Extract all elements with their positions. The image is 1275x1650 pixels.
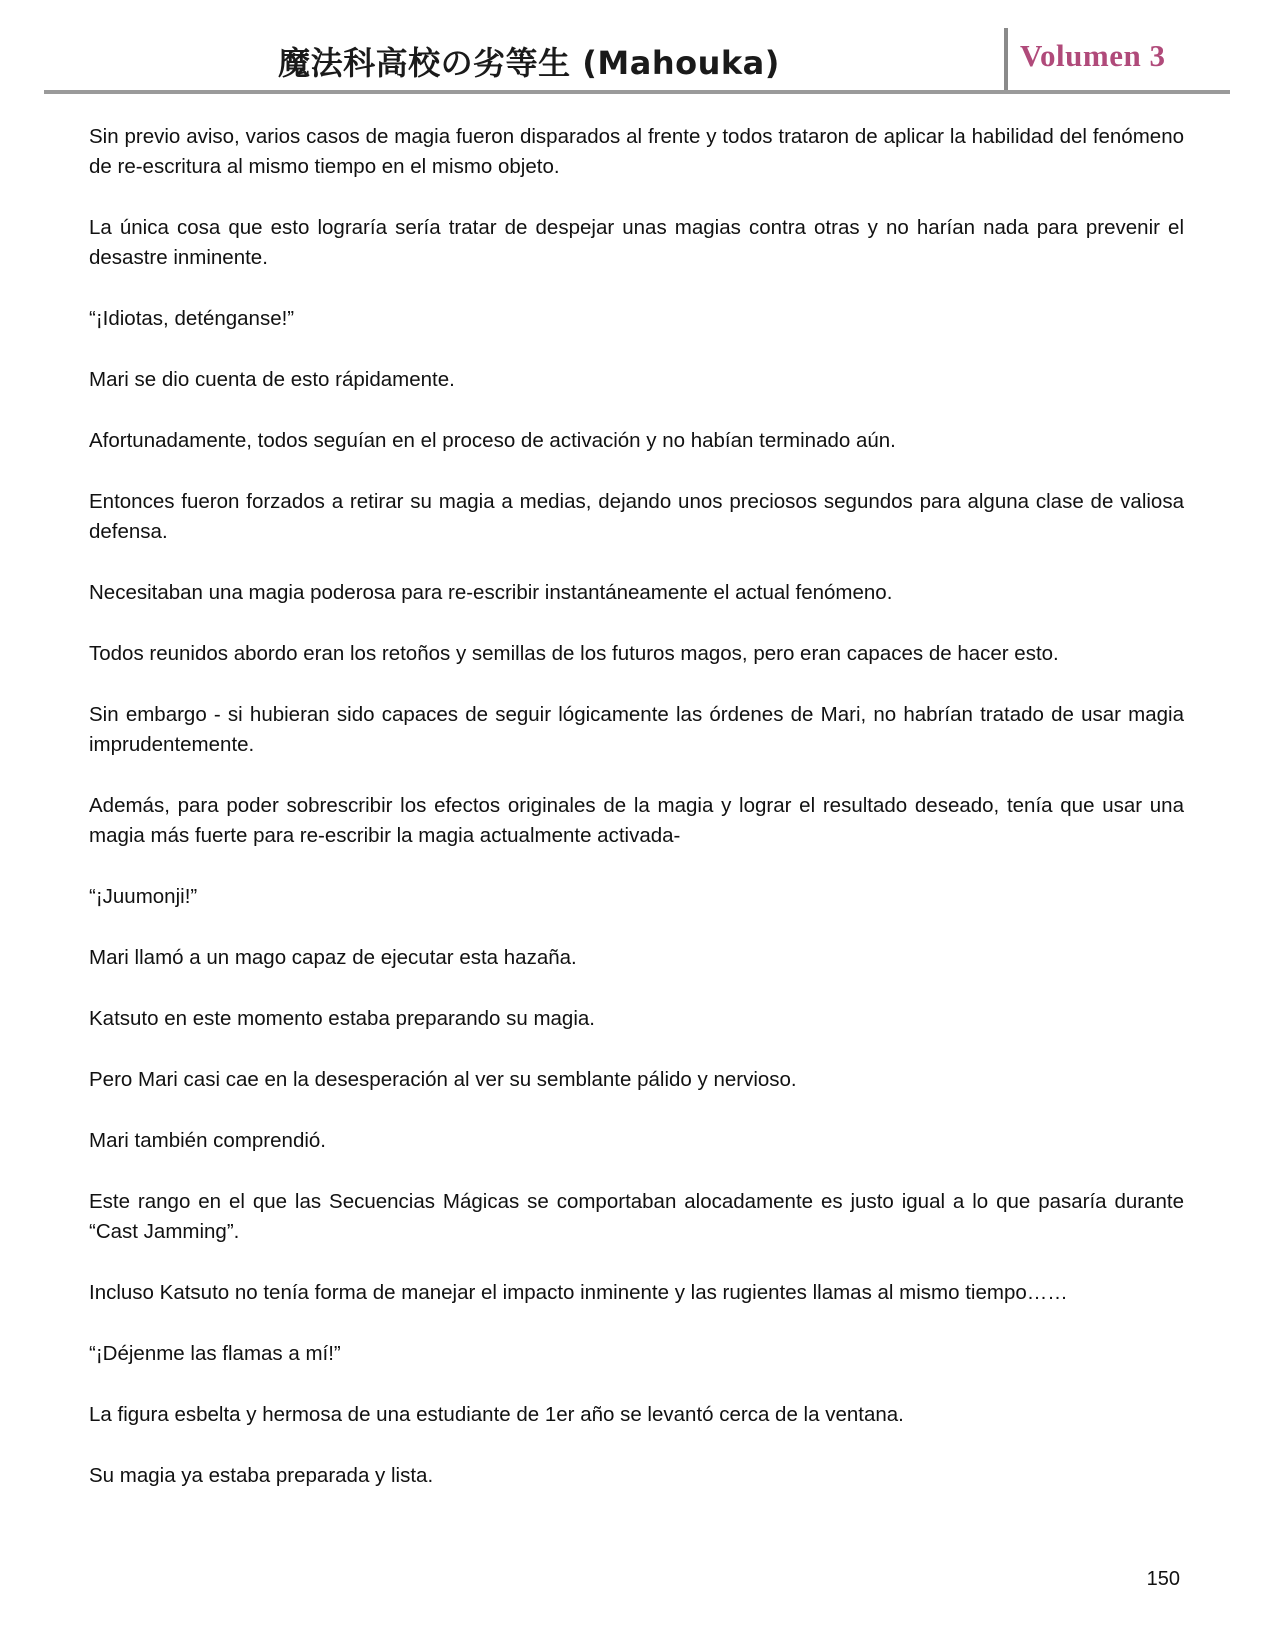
paragraph: Sin embargo - si hubieran sido capaces de seguir lógicamente las órdenes de Mari, no habrían tratado de usar magia imprudentemente. bbox=[89, 703, 1184, 756]
volume-label: Volumen 3 bbox=[1020, 38, 1166, 73]
page-body bbox=[89, 122, 1184, 1522]
paragraph: La figura esbelta y hermosa de una estudiante de 1er año se levantó cerca de la ventana. bbox=[89, 1403, 904, 1426]
paragraph: Este rango en el que las Secuencias Mágicas se comportaban alocadamente es justo igual a lo que pasaría durante “Cast Jamming”. bbox=[89, 1190, 1184, 1243]
paragraph: “¡Idiotas, deténganse!” bbox=[89, 307, 295, 330]
paragraph: Katsuto en este momento estaba preparando su magia. bbox=[89, 1007, 595, 1030]
paragraph: “¡Déjenme las flamas a mí!” bbox=[89, 1342, 341, 1365]
paragraph: Mari también comprendió. bbox=[89, 1129, 326, 1152]
paragraph: “¡Juumonji!” bbox=[89, 885, 198, 908]
paragraph: Entonces fueron forzados a retirar su magia a medias, dejando unos preciosos segundos para alguna clase de valiosa defensa. bbox=[89, 490, 1184, 543]
paragraph: Pero Mari casi cae en la desesperación al ver su semblante pálido y nervioso. bbox=[89, 1068, 797, 1091]
paragraph: Afortunadamente, todos seguían en el proceso de activación y no habían terminado aún. bbox=[89, 429, 896, 452]
header-divider bbox=[1004, 28, 1008, 90]
paragraph: La única cosa que esto lograría sería tratar de despejar unas magias contra otras y no harían nada para prevenir el desastre inminente. bbox=[89, 216, 1184, 269]
paragraph: Además, para poder sobrescribir los efectos originales de la magia y lograr el resultado deseado, tenía que usar una magia más fuerte para re-escribir la magia actualmente activada- bbox=[89, 794, 1184, 847]
book-title: 魔法科高校の劣等生 (Mahouka) bbox=[278, 44, 780, 82]
paragraph: Sin previo aviso, varios casos de magia fueron disparados al frente y todos trataron de aplicar la habilidad del fenómeno de re-escritura al mismo tiempo en el mismo objeto. bbox=[89, 125, 1184, 178]
page-header bbox=[44, 24, 1230, 94]
paragraph: Todos reunidos abordo eran los retoños y semillas de los futuros magos, pero eran capaces de hacer esto. bbox=[89, 642, 1059, 665]
paragraph: Mari llamó a un mago capaz de ejecutar esta hazaña. bbox=[89, 946, 577, 969]
header-rule bbox=[44, 90, 1230, 94]
paragraph: Su magia ya estaba preparada y lista. bbox=[89, 1464, 434, 1487]
page-number: 150 bbox=[1146, 1568, 1180, 1590]
paragraph: Necesitaban una magia poderosa para re-escribir instantáneamente el actual fenómeno. bbox=[89, 581, 893, 604]
paragraph: Mari se dio cuenta de esto rápidamente. bbox=[89, 368, 455, 391]
paragraph: Incluso Katsuto no tenía forma de manejar el impacto inminente y las rugientes llamas al mismo tiempo…… bbox=[89, 1281, 1068, 1304]
